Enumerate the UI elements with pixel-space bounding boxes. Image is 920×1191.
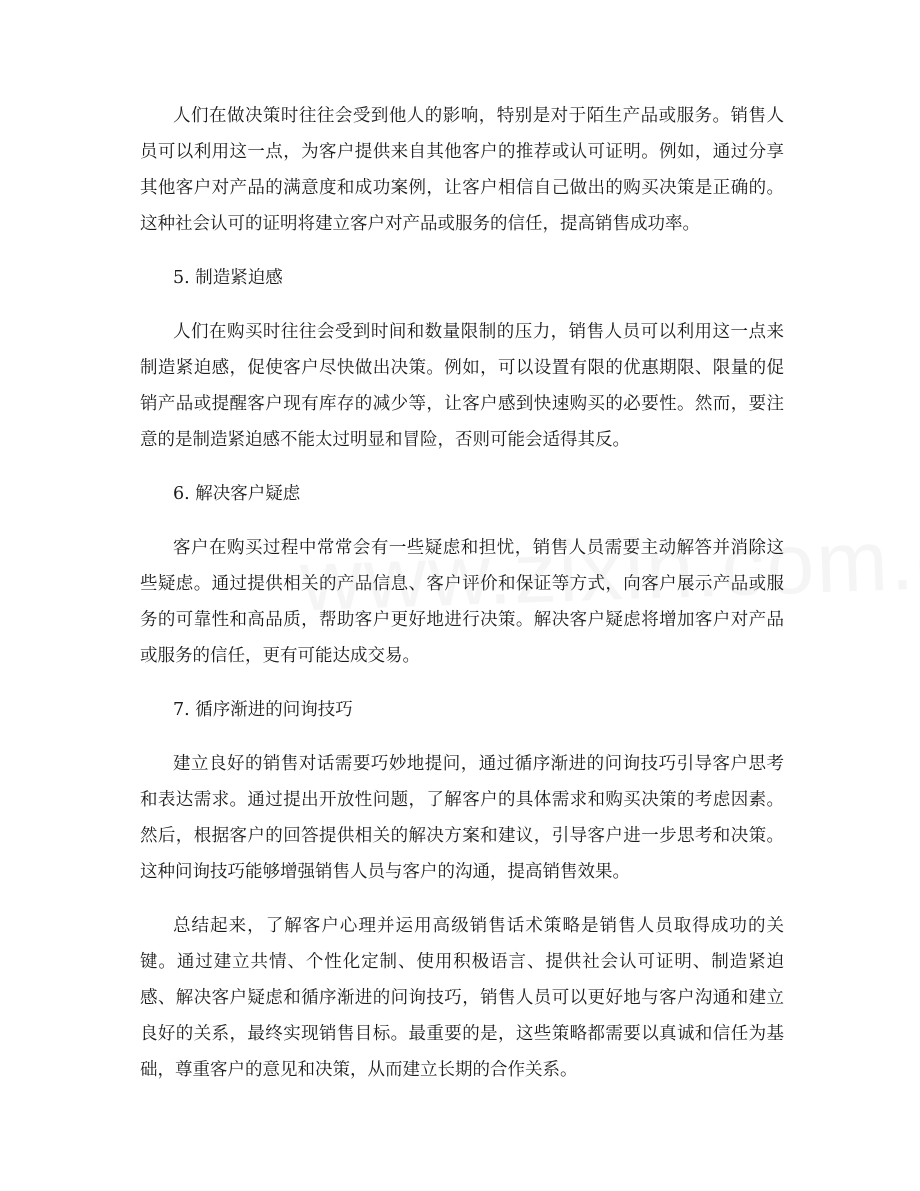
- paragraph-social-proof: 人们在做决策时往往会受到他人的影响，特别是对于陌生产品或服务。销售人员可以利用这一点，为客户提供来自其他客户的推荐或认可证明。例如，通过分享其他客户对产品的满意度和成功案例，让客户相信自己做出的购买决策是正确的。这种社会认可的证明将建立客户对产品或服务的信任，提高销售成功率。: [140, 106, 784, 234]
- heading-create-urgency: 5. 制造紧迫感: [173, 268, 283, 288]
- heading-resolve-concerns: 6. 解决客户疑虑: [173, 484, 301, 504]
- document-body: [140, 98, 784, 1106]
- paragraph-progressive-questioning: 建立良好的销售对话需要巧妙地提问，通过循序渐进的问询技巧引导客户思考和表达需求。通过提出开放性问题，了解客户的具体需求和购买决策的考虑因素。然后，根据客户的回答提供相关的解决方案和建议，引导客户进一步思考和决策。这种问询技巧能够增强销售人员与客户的沟通，提高销售效果。: [140, 754, 784, 882]
- paragraph-resolve-concerns: 客户在购买过程中常常会有一些疑虑和担忧，销售人员需要主动解答并消除这些疑虑。通过提供相关的产品信息、客户评价和保证等方式，向客户展示产品或服务的可靠性和高品质，帮助客户更好地进行决策。解决客户疑虑将增加客户对产品或服务的信任，更有可能达成交易。: [140, 538, 784, 666]
- heading-progressive-questioning: 7. 循序渐进的问询技巧: [173, 700, 353, 720]
- paragraph-create-urgency: 人们在购买时往往会受到时间和数量限制的压力，销售人员可以利用这一点来制造紧迫感，促使客户尽快做出决策。例如，可以设置有限的优惠期限、限量的促销产品或提醒客户现有库存的减少等，让客户感到快速购买的必要性。然而，要注意的是制造紧迫感不能太过明显和冒险，否则可能会适得其反。: [140, 322, 784, 450]
- paragraph-summary: 总结起来，了解客户心理并运用高级销售话术策略是销售人员取得成功的关键。通过建立共情、个性化定制、使用积极语言、提供社会认可证明、制造紧迫感、解决客户疑虑和循序渐进的问询技巧，销售人员可以更好地与客户沟通和建立良好的关系，最终实现销售目标。最重要的是，这些策略都需要以真诚和信任为基础，尊重客户的意见和决策，从而建立长期的合作关系。: [140, 916, 784, 1080]
